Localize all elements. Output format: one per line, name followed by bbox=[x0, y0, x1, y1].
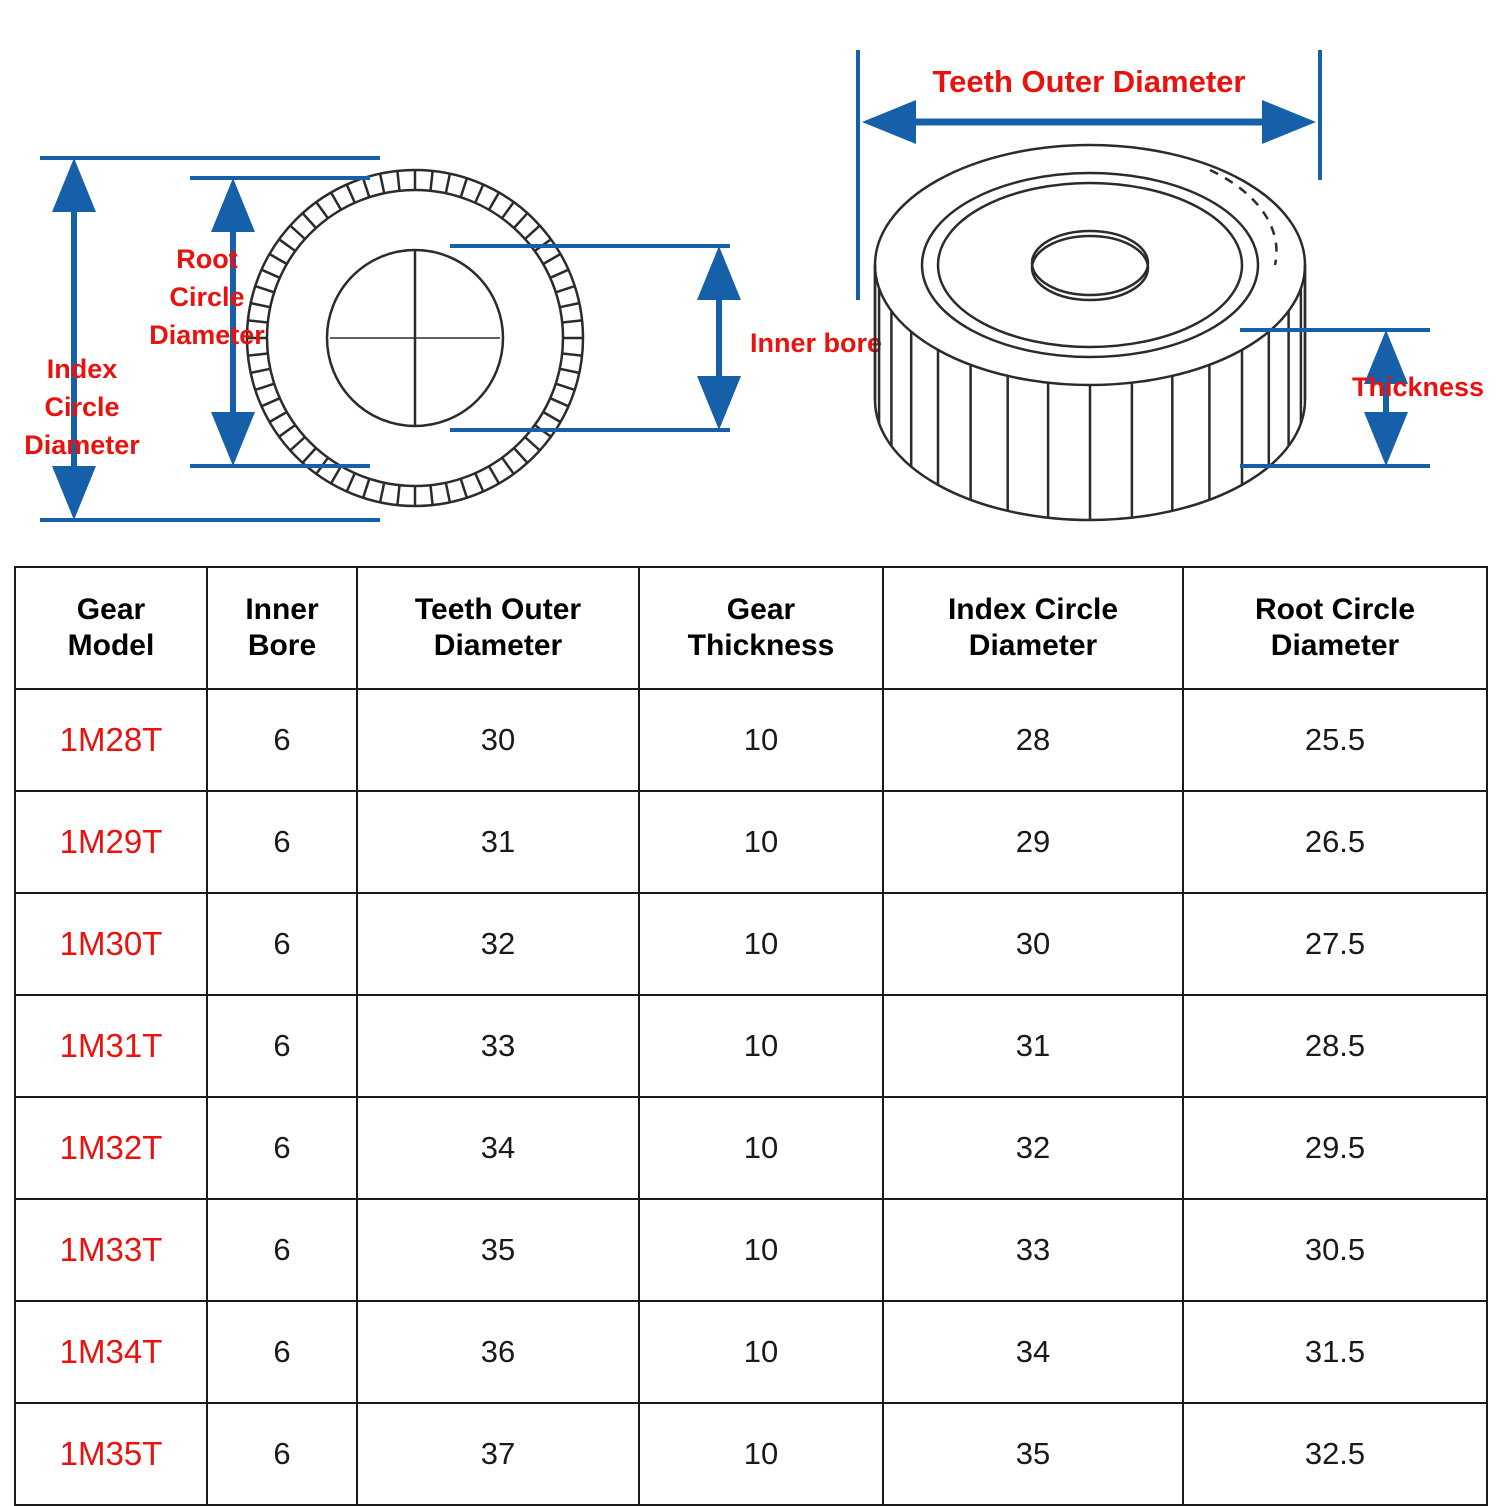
cell-inner-bore: 6 bbox=[207, 791, 357, 893]
inner-bore-dimension bbox=[697, 246, 741, 430]
cell-index-circle-diameter: 29 bbox=[883, 791, 1183, 893]
index-circle-diameter-dimension bbox=[52, 158, 96, 520]
table-row bbox=[15, 689, 1487, 791]
cell-teeth-outer-diameter: 35 bbox=[357, 1199, 639, 1301]
cell-root-circle-diameter: 27.5 bbox=[1183, 893, 1487, 995]
header-teeth-outer-diameter bbox=[357, 567, 639, 689]
table-row bbox=[15, 1097, 1487, 1199]
right-gear-3d-view bbox=[858, 50, 1484, 520]
index-circle-diameter-label-line3: Diameter bbox=[24, 430, 140, 460]
cell-inner-bore: 6 bbox=[207, 893, 357, 995]
cell-inner-bore: 6 bbox=[207, 995, 357, 1097]
cell-root-circle-diameter: 31.5 bbox=[1183, 1301, 1487, 1403]
cell-gear-model: 1M33T bbox=[15, 1199, 207, 1301]
cell-teeth-outer-diameter: 37 bbox=[357, 1403, 639, 1505]
header-line: Thickness bbox=[687, 629, 835, 662]
header-index-circle-diameter bbox=[883, 567, 1183, 689]
cell-teeth-outer-diameter: 33 bbox=[357, 995, 639, 1097]
cell-teeth-outer-diameter: 32 bbox=[357, 893, 639, 995]
header-line: Bore bbox=[247, 629, 317, 662]
root-circle-diameter-label-line1: Root bbox=[176, 244, 238, 274]
cell-index-circle-diameter: 33 bbox=[883, 1199, 1183, 1301]
cell-index-circle-diameter: 31 bbox=[883, 995, 1183, 1097]
header-root-circle-diameter bbox=[1183, 567, 1487, 689]
gear-diagram bbox=[0, 0, 1500, 560]
cell-gear-thickness: 10 bbox=[639, 791, 883, 893]
cell-teeth-outer-diameter: 34 bbox=[357, 1097, 639, 1199]
teeth-outer-diameter-label: Teeth Outer Diameter bbox=[932, 64, 1246, 99]
cell-gear-thickness: 10 bbox=[639, 1199, 883, 1301]
header-line: Index Circle bbox=[947, 593, 1119, 626]
cell-gear-model: 1M35T bbox=[15, 1403, 207, 1505]
header-line: Diameter bbox=[968, 629, 1098, 662]
index-circle-diameter-label-line2: Circle bbox=[44, 392, 120, 422]
cell-root-circle-diameter: 29.5 bbox=[1183, 1097, 1487, 1199]
cell-gear-model: 1M30T bbox=[15, 893, 207, 995]
root-circle-diameter-label-line2: Circle bbox=[169, 282, 245, 312]
cell-gear-thickness: 10 bbox=[639, 689, 883, 791]
header-line: Diameter bbox=[433, 629, 563, 662]
cell-index-circle-diameter: 34 bbox=[883, 1301, 1183, 1403]
cell-index-circle-diameter: 35 bbox=[883, 1403, 1183, 1505]
header-line: Teeth Outer bbox=[414, 593, 582, 626]
cell-root-circle-diameter: 28.5 bbox=[1183, 995, 1487, 1097]
cell-teeth-outer-diameter: 36 bbox=[357, 1301, 639, 1403]
cell-index-circle-diameter: 30 bbox=[883, 893, 1183, 995]
table-row bbox=[15, 995, 1487, 1097]
gear-3d-outline bbox=[875, 145, 1305, 520]
cell-gear-model: 1M29T bbox=[15, 791, 207, 893]
header-line: Root Circle bbox=[1254, 593, 1416, 626]
inner-bore-label: Inner bore bbox=[750, 328, 883, 358]
header-line: Inner bbox=[245, 593, 319, 626]
table-row bbox=[15, 1301, 1487, 1403]
cell-inner-bore: 6 bbox=[207, 1097, 357, 1199]
cell-gear-model: 1M28T bbox=[15, 689, 207, 791]
gear-diagram-svg bbox=[0, 0, 1500, 560]
table-row bbox=[15, 1403, 1487, 1505]
header-line: Diameter bbox=[1270, 629, 1400, 662]
cell-index-circle-diameter: 28 bbox=[883, 689, 1183, 791]
cell-gear-model: 1M31T bbox=[15, 995, 207, 1097]
header-inner-bore bbox=[207, 567, 357, 689]
root-circle-diameter-label-line3: Diameter bbox=[149, 320, 265, 350]
table-row bbox=[15, 1199, 1487, 1301]
cell-gear-model: 1M32T bbox=[15, 1097, 207, 1199]
index-circle-diameter-label-line1: Index bbox=[46, 354, 118, 384]
header-gear-model bbox=[15, 567, 207, 689]
gear-spec-table-container bbox=[14, 566, 1486, 1506]
cell-index-circle-diameter: 32 bbox=[883, 1097, 1183, 1199]
cell-inner-bore: 6 bbox=[207, 1403, 357, 1505]
header-gear-thickness bbox=[639, 567, 883, 689]
cell-inner-bore: 6 bbox=[207, 1199, 357, 1301]
thickness-label: Thickness bbox=[1351, 372, 1485, 402]
header-line: Gear bbox=[726, 593, 796, 626]
cell-gear-thickness: 10 bbox=[639, 1301, 883, 1403]
cell-root-circle-diameter: 32.5 bbox=[1183, 1403, 1487, 1505]
table-row bbox=[15, 893, 1487, 995]
left-extension-lines bbox=[40, 158, 730, 520]
table-header-row bbox=[15, 567, 1487, 689]
cell-root-circle-diameter: 30.5 bbox=[1183, 1199, 1487, 1301]
header-line: Gear bbox=[76, 593, 146, 626]
table-row bbox=[15, 791, 1487, 893]
cell-gear-thickness: 10 bbox=[639, 1097, 883, 1199]
cell-gear-thickness: 10 bbox=[639, 1403, 883, 1505]
cell-root-circle-diameter: 25.5 bbox=[1183, 689, 1487, 791]
cell-inner-bore: 6 bbox=[207, 1301, 357, 1403]
cell-gear-model: 1M34T bbox=[15, 1301, 207, 1403]
left-gear-face-view bbox=[24, 158, 882, 520]
cell-inner-bore: 6 bbox=[207, 689, 357, 791]
cell-teeth-outer-diameter: 31 bbox=[357, 791, 639, 893]
cell-gear-thickness: 10 bbox=[639, 893, 883, 995]
cell-gear-thickness: 10 bbox=[639, 995, 883, 1097]
gear-spec-table bbox=[14, 566, 1488, 1506]
cell-root-circle-diameter: 26.5 bbox=[1183, 791, 1487, 893]
header-line: Model bbox=[67, 629, 155, 662]
cell-teeth-outer-diameter: 30 bbox=[357, 689, 639, 791]
